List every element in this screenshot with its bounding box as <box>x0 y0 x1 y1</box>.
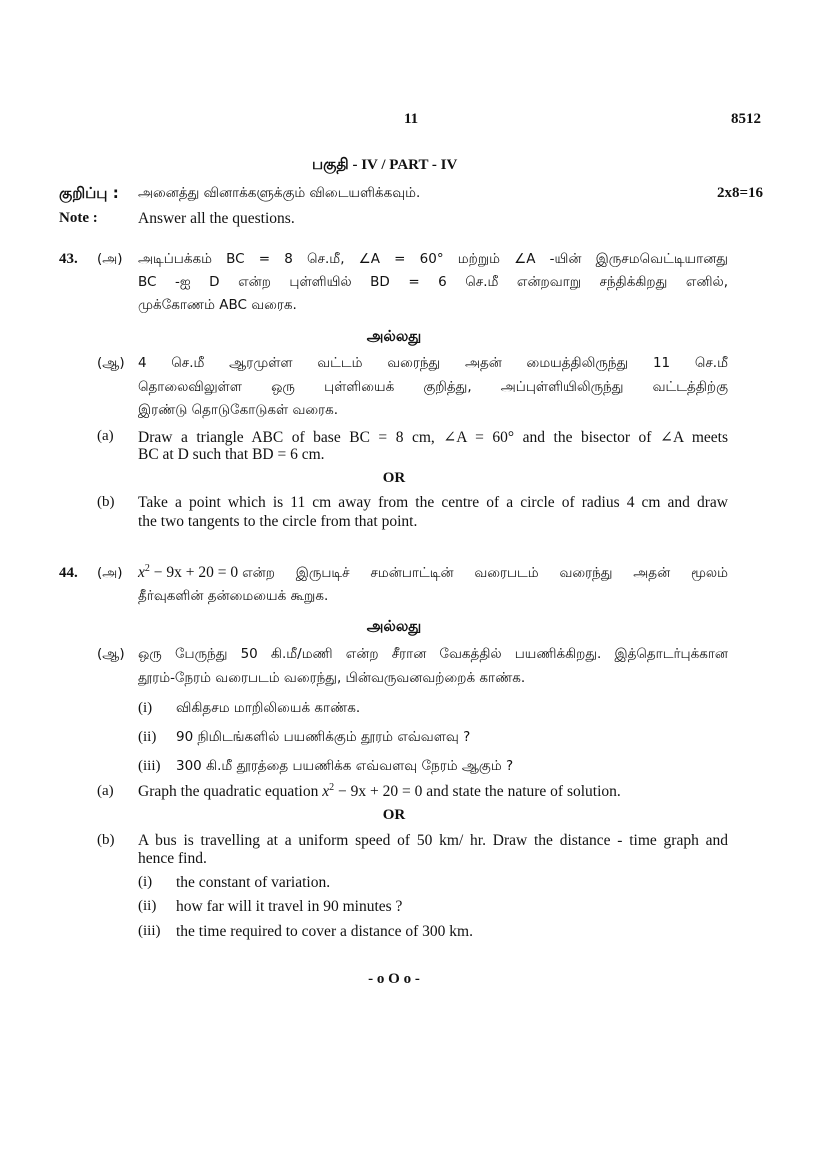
q44-tamil-a-line1-text: என்ற இருபடிச் சமன்பாட்டின் வரைபடம் வரைந்து அதன் மூலம் <box>242 565 728 582</box>
q43-en-a-label: (a) <box>97 428 114 444</box>
q44-tamil-sub-ii-text: 90 நிமிடங்களில் பயணிக்கும் தூரம் எவ்வளவு ? <box>176 729 471 745</box>
q44-tamil-sub-ii-label: (ii) <box>138 729 157 745</box>
q44-tamil-sub-iii-label: (iii) <box>138 758 161 774</box>
q44-tamil-b-line2: தூரம்-நேரம் வரைபடம் வரைந்து, பின்வருவனவற்றைக் காண்க. <box>138 670 526 686</box>
end-mark: - o O o - <box>368 971 420 987</box>
q44-tamil-a-line2: தீர்வுகளின் தன்மையைக் கூறுக. <box>138 588 329 604</box>
question-number-43: 43. <box>59 251 78 267</box>
note-label-english: Note : <box>59 210 98 226</box>
q44-en-sub-iii-label: (iii) <box>138 923 161 939</box>
part-heading-english: - IV / PART - IV <box>348 157 458 173</box>
q44-en-sub-i-text: the constant of variation. <box>176 874 331 891</box>
q43-tamil-a-line2: BC -ஐ D என்ற புள்ளியில் BD = 6 செ.மீ என்றவாறு சந்திக்கிறது எனில், <box>138 274 728 290</box>
q43-tamil-b-line2: தொலைவிலுள்ள ஒரு புள்ளியைக் குறித்து, அப்புள்ளியிலிருந்து வட்டத்திற்கு <box>138 379 728 395</box>
q44-en-sub-i-label: (i) <box>138 874 153 890</box>
q43-tamil-a-line3: முக்கோணம் ABC வரைக. <box>138 297 297 313</box>
marks-allocation: 2x8=16 <box>717 185 764 201</box>
q44-en-sub-ii-text: how far will it travel in 90 minutes ? <box>176 898 403 915</box>
note-text-tamil: அனைத்து வினாக்களுக்கும் விடையளிக்கவும். <box>138 185 421 201</box>
q43-en-b-label: (b) <box>97 494 115 510</box>
note-text-english: Answer all the questions. <box>138 210 295 227</box>
q43-tamil-a-label: (அ) <box>97 251 123 267</box>
q43-tamil-b-line1: 4 செ.மீ ஆரமுள்ள வட்டம் வரைந்து அதன் மையத்திலிருந்து 11 செ.மீ <box>138 355 728 371</box>
q43-tamil-b-label: (ஆ) <box>97 355 125 371</box>
q43-tamil-b-line3: இரண்டு தொடுகோடுகள் வரைக. <box>138 402 339 418</box>
q44-tamil-b-label: (ஆ) <box>97 646 125 662</box>
part-heading <box>312 155 457 175</box>
q43-en-or: OR <box>382 470 406 486</box>
q43-tamil-or: அல்லது <box>366 327 422 345</box>
q44-en-b-label: (b) <box>97 832 115 848</box>
q44-tamil-a-line1 <box>138 563 728 583</box>
note-label-tamil: குறிப்பு : <box>59 184 119 202</box>
q43-en-b-line1: Take a point which is 11 cm away from the centre of a circle of radius 4 cm and draw <box>138 494 728 511</box>
q44-tamil-or: அல்லது <box>366 617 422 635</box>
q44-en-or: OR <box>382 807 406 823</box>
q44-tamil-sub-iii-text: 300 கி.மீ தூரத்தை பயணிக்க எவ்வளவு நேரம் ஆகும் ? <box>176 758 514 774</box>
q43-en-a-line1: Draw a triangle ABC of base BC = 8 cm, ∠A = 60° and the bisector of ∠A meets <box>138 429 728 446</box>
q44-en-a-line1: Graph the quadratic equation $x^2 - 9x + 20 = 0$ and state the nature of solution. <box>138 782 621 801</box>
question-number-44: 44. <box>59 565 78 581</box>
q44-en-a-label: (a) <box>97 783 114 799</box>
q43-tamil-a-line1: அடிப்பக்கம் BC = 8 செ.மீ, ∠A = 60° மற்றும் ∠A -யின் இருசமவெட்டியானது <box>138 251 728 267</box>
q44-tamil-sub-i-text: விகிதசம மாறிலியைக் காண்க. <box>176 700 361 716</box>
q44-tamil-a-label: (அ) <box>97 565 123 581</box>
paper-code: 8512 <box>731 111 761 127</box>
page-number: 11 <box>404 111 419 127</box>
q44-en-b-line1: A bus is travelling at a uniform speed of 50 km/ hr. Draw the distance - time graph and <box>138 832 728 849</box>
q43-en-b-line2: the two tangents to the circle from that point. <box>138 513 418 530</box>
q43-en-a-line2: BC at D such that BD = 6 cm. <box>138 446 325 463</box>
q44-en-b-line2: hence find. <box>138 850 207 867</box>
q44-en-sub-iii-text: the time required to cover a distance of 300 km. <box>176 923 473 940</box>
q44-tamil-sub-i-label: (i) <box>138 700 153 716</box>
q44-tamil-equation: $x^2 - 9x + 20 = 0$ <box>138 563 239 582</box>
q44-tamil-b-line1: ஒரு பேருந்து 50 கி.மீ/மணி என்ற சீரான வேகத்தில் பயணிக்கிறது. இத்தொடர்புக்கான <box>138 646 728 662</box>
q44-en-sub-ii-label: (ii) <box>138 898 157 914</box>
part-heading-tamil: பகுதி <box>312 155 349 173</box>
